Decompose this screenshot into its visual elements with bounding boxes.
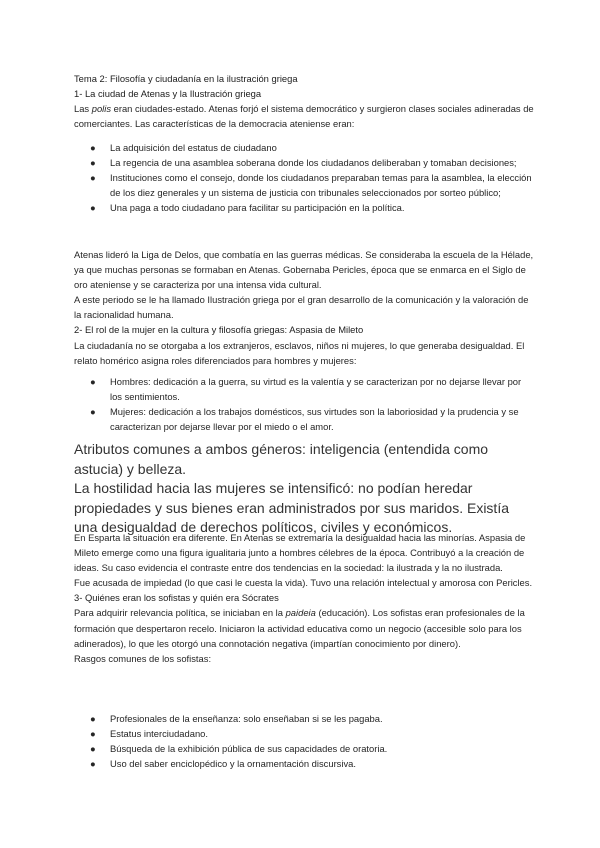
bullet-icon: ●	[90, 142, 96, 153]
paragraph: Atenas lideró la Liga de Delos, que combatía en las guerras médicas. Se consideraba la escuela de la Hélade, ya que muchas personas se formaban en Atenas. Gobernaba Pericles, época que se enmarca en el Siglo de oro ateniense y se caracteriza por una intensa vida cultural.	[74, 249, 534, 291]
bullet-icon: ●	[90, 157, 96, 169]
bullet-icon: ●	[90, 406, 96, 418]
paragraph-large: La hostilidad hacia las mujeres se intensificó: no podían heredar propiedades y sus bienes eran administrados por sus maridos. Existía una desigualdad de derechos políticos, civiles y económicos.	[74, 480, 509, 536]
list-item-text: La regencia de una asamblea soberana donde los ciudadanos deliberaban y tomaban decisiones;	[110, 157, 517, 169]
section-3-heading: 3- Quiénes eran los sofistas y quién era Sócrates	[74, 592, 279, 604]
list-item	[74, 404, 534, 434]
section-2-intro: La ciudadanía no se otorgaba a los extranjeros, esclavos, niños ni mujeres, lo que generaba desigualdad. El relato homérico asigna roles diferenciados para hombres y mujeres:	[74, 339, 525, 366]
list-item	[74, 170, 534, 200]
section-1-body	[74, 247, 534, 368]
paragraph-large: Atributos comunes a ambos géneros: inteligencia (entendida como astucia) y belleza.	[74, 441, 489, 477]
list-item	[74, 711, 534, 726]
intro-text: Para adquirir relevancia política, se iniciaban en la	[74, 607, 286, 619]
section-3-intro	[74, 605, 534, 650]
paragraph: Fue acusada de impiedad (lo que casi le cuesta la vida). Tuvo una relación intelectual y amorosa con Pericles.	[74, 577, 533, 589]
section-3-lead: Rasgos comunes de los sofistas:	[74, 652, 212, 664]
list-item	[74, 741, 534, 756]
list-item	[74, 374, 534, 404]
section-2-large-text	[74, 440, 534, 538]
section-1-intro	[74, 101, 534, 131]
list-item-text: Profesionales de la enseñanza: solo enseñaban si se les pagaba.	[110, 713, 383, 724]
list-item	[74, 756, 534, 771]
list-item	[74, 155, 534, 170]
list-item-text: Una paga a todo ciudadano para facilitar su participación en la política.	[110, 202, 405, 214]
intro-text: (educación). Los sofistas eran profesionales de la formación que despertaron recelo. Iniciaron la actividad educativa como un negocio (accesible solo para los adinerados), lo que les otorgó una connotación negativa (impartían conocimiento por dinero).	[74, 607, 525, 649]
bullet-icon: ●	[90, 376, 96, 387]
section-2-heading: 2- El rol de la mujer en la cultura y filosofía griegas: Aspasia de Mileto	[74, 324, 364, 336]
bullet-icon: ●	[90, 202, 96, 214]
list-item	[74, 200, 534, 215]
section-1-heading: 1- La ciudad de Atenas y la Ilustración griega	[74, 88, 262, 100]
intro-text: Las	[74, 103, 92, 115]
document-title: Tema 2: Filosofía y ciudadanía en la ilustración griega	[74, 73, 298, 84]
intro-emphasis: polis	[91, 103, 112, 115]
list-item-text: Hombres: dedicación a la guerra, su virtud es la valentía y se caracterizan por no dejarse llevar por los sentimientos.	[110, 376, 522, 403]
bullet-icon: ●	[90, 713, 96, 724]
bullet-icon: ●	[90, 172, 96, 184]
paragraph: En Esparta la situación era diferente. En Atenas se extremaría la desigualdad hacia las minorías. Aspasia de Mileto emerge como una figura igualitaria junto a hombres célebres de la época. Contribuyó a la creación de ideas. Su caso evidencia el contraste entre dos tendencias en la sociedad: la ilustrada y la no ilustrada.	[74, 532, 526, 574]
intro-emphasis: paideia	[285, 607, 316, 619]
bullet-icon: ●	[90, 743, 96, 755]
intro-text: eran ciudades-estado. Atenas forjó el sistema democrático y surgieron clases sociales adineradas de comerciantes. Las características de la democracia ateniense eran:	[74, 103, 534, 130]
list-item	[74, 140, 534, 155]
section-2-bullets	[74, 374, 534, 434]
list-item-text: Estatus interciudadano.	[110, 728, 208, 740]
section-1-bullets	[74, 140, 534, 215]
bullet-icon: ●	[90, 728, 96, 740]
list-item-text: Búsqueda de la exhibición pública de sus capacidades de oratoria.	[110, 743, 388, 755]
section-3-bullets	[74, 711, 534, 771]
paragraph: A este periodo se le ha llamado Ilustración griega por el gran desarrollo de la comunicación y la valoración de la racionalidad humana.	[74, 294, 529, 321]
section-1	[74, 71, 534, 131]
list-item-text: Uso del saber enciclopédico y la ornamentación discursiva.	[110, 758, 356, 770]
list-item-text: Instituciones como el consejo, donde los ciudadanos preparaban temas para la asamblea, la elección de los diez generales y un sistema de justicia con tribunales seleccionados por sorteo público;	[110, 172, 532, 199]
section-2-body	[74, 530, 534, 666]
bullet-icon: ●	[90, 758, 96, 770]
list-item-text: Mujeres: dedicación a los trabajos domésticos, sus virtudes son la laboriosidad y la prudencia y se caracterizan por dejarse llevar por el miedo o el amor.	[110, 406, 519, 433]
list-item	[74, 726, 534, 741]
list-item-text: La adquisición del estatus de ciudadano	[110, 142, 277, 153]
